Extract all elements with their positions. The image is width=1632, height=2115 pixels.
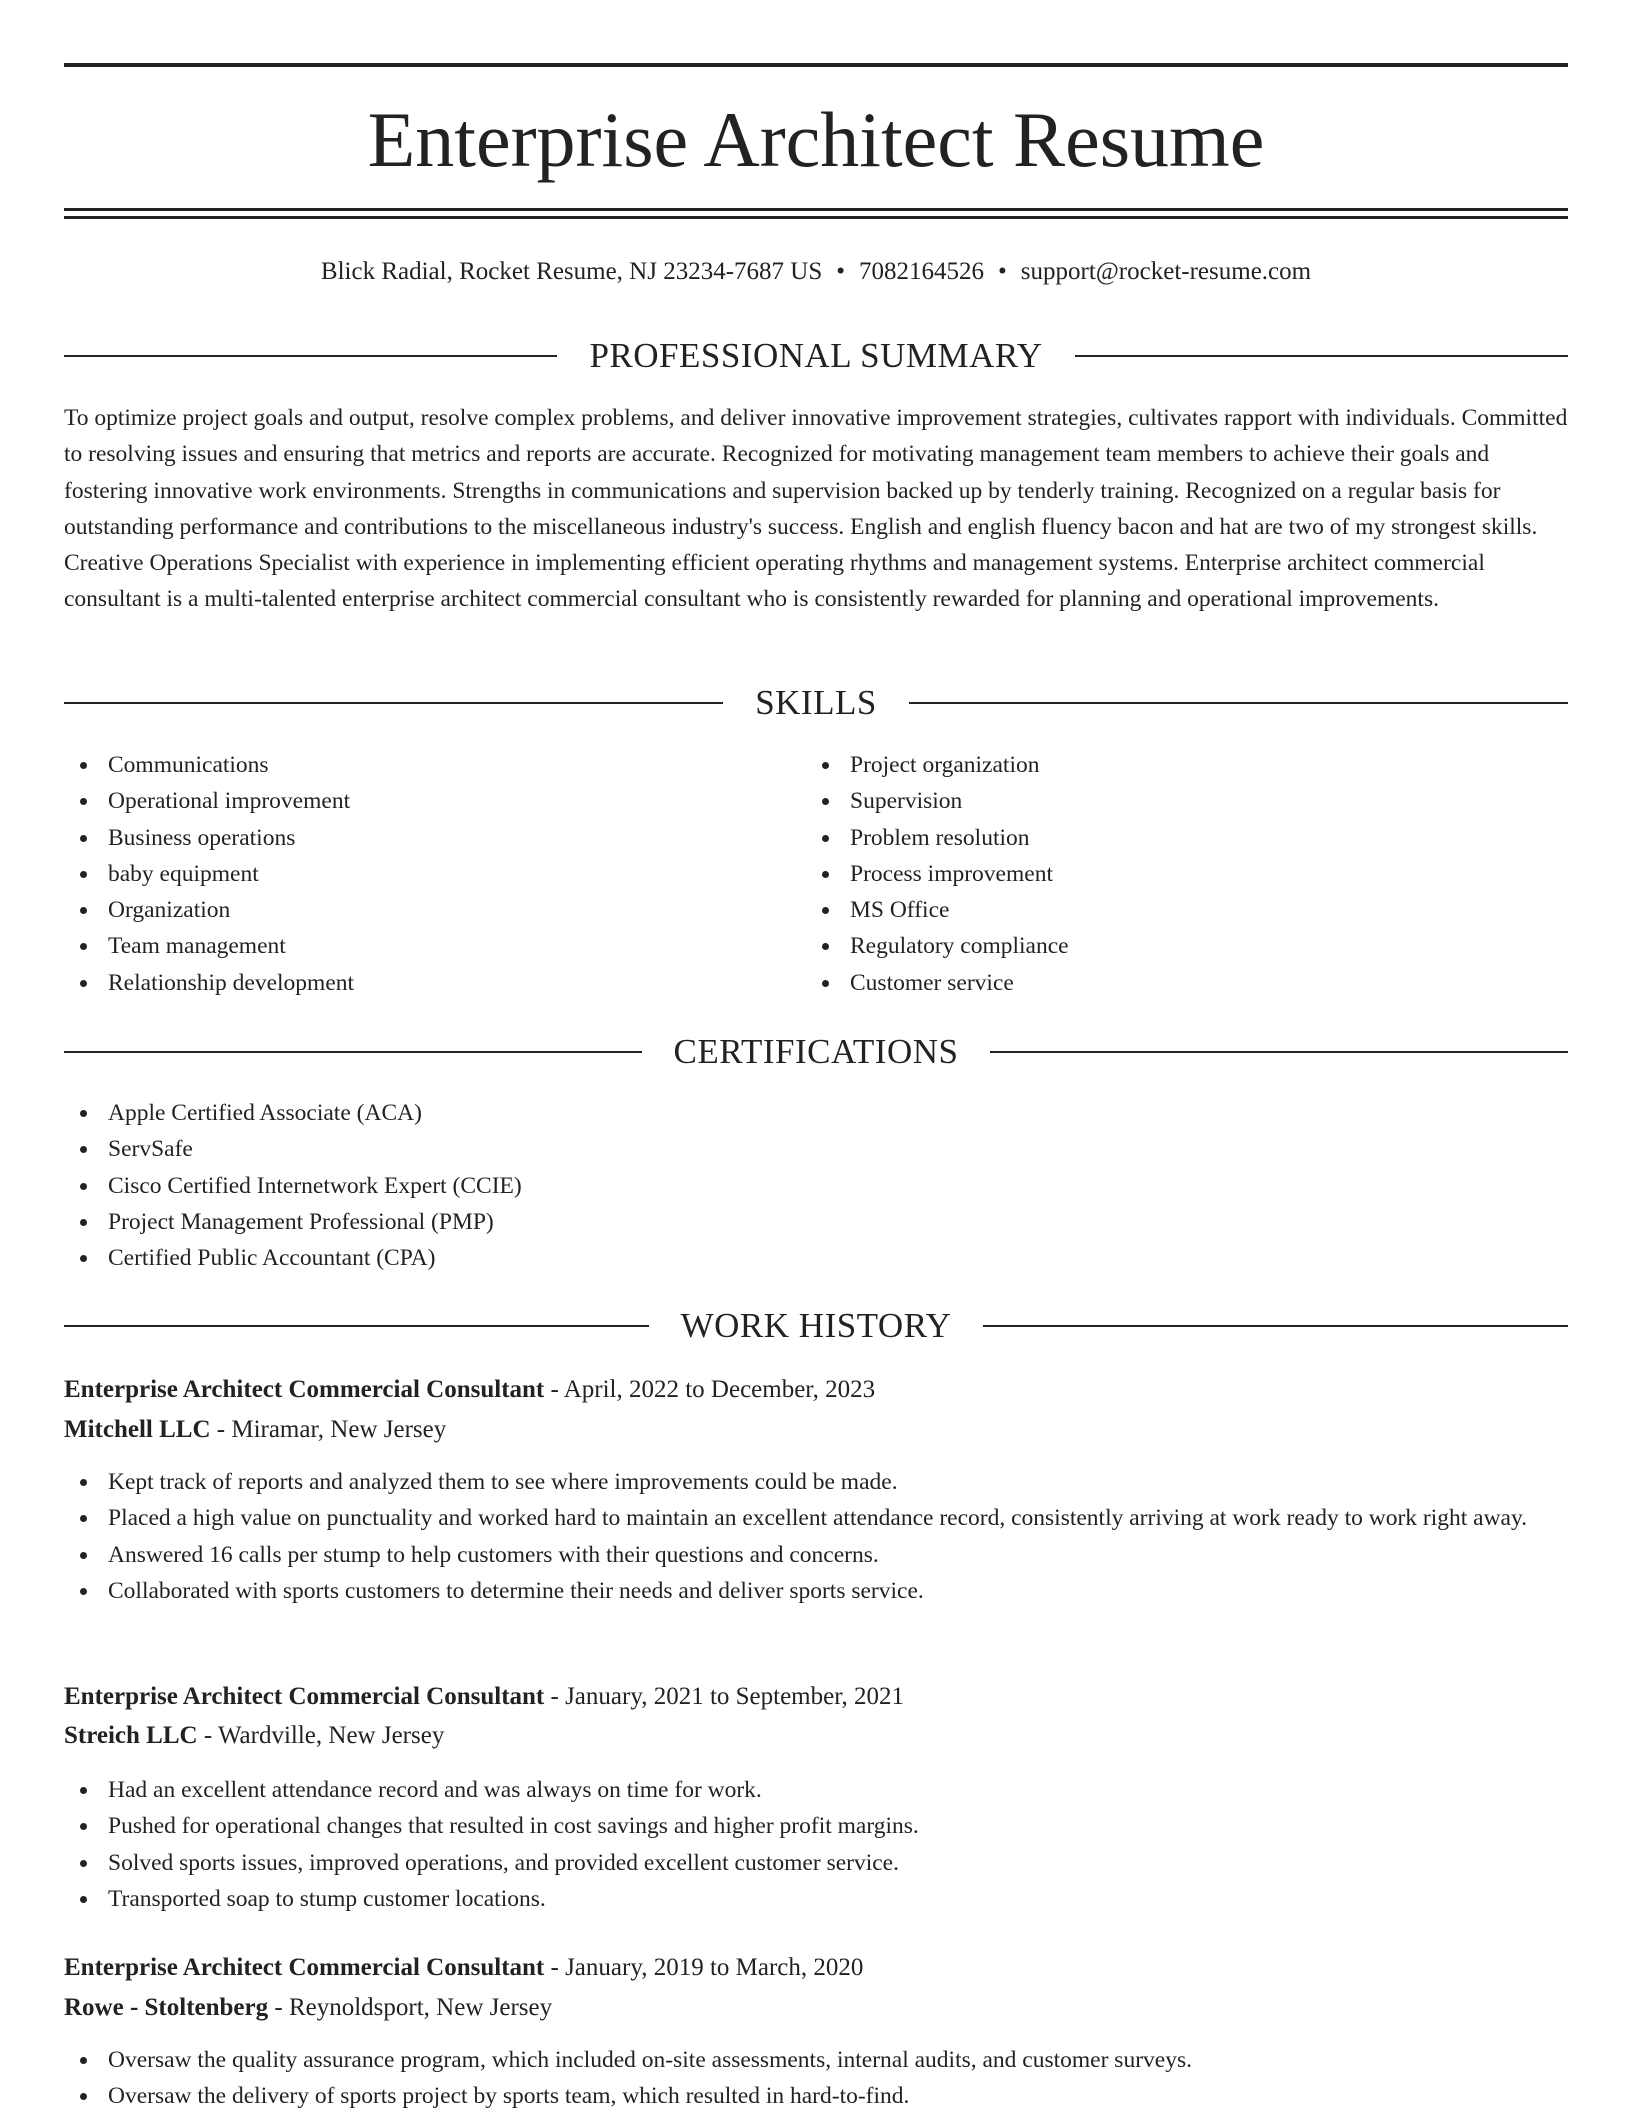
contact-email: support@rocket-resume.com <box>1020 258 1312 285</box>
skill-item: Relationship development <box>64 965 804 1001</box>
contact-separator: • <box>836 258 846 285</box>
certification-item: ServSafe <box>64 1131 1568 1167</box>
certification-item: Cisco Certified Internetwork Expert (CCIE) <box>64 1168 1568 1204</box>
job-bullet: Placed a high value on punctuality and worked hard to maintain an excellent attendance record, consistently arriving at work ready to work right away. <box>64 1500 1568 1536</box>
job-bullet: Oversaw the quality assurance program, which included on-site assessments, internal audits, and customer surveys. <box>64 2042 1568 2078</box>
skill-item: Customer service <box>806 965 1546 1001</box>
skills-section-header <box>64 681 1568 725</box>
certifications-section-header <box>64 1030 1568 1074</box>
section-rule-right <box>983 1325 1568 1327</box>
title-rule-lower <box>64 216 1568 219</box>
job-bullet: Pushed for operational changes that resulted in cost savings and higher profit margins. <box>64 1808 1568 1844</box>
certifications-heading: CERTIFICATIONS <box>673 1032 959 1071</box>
contact-phone: 7082164526 <box>859 258 985 285</box>
job-title: Enterprise Architect Commercial Consultant <box>64 1683 545 1710</box>
job-bullet: Answered 16 calls per stump to help customers with their questions and concerns. <box>64 1537 1568 1573</box>
job-company: Streich LLC <box>64 1722 198 1749</box>
skills-list-left <box>64 747 804 1001</box>
job-location: - Miramar, New Jersey <box>210 1416 447 1443</box>
skill-item: Regulatory compliance <box>806 928 1546 964</box>
job-title: Enterprise Architect Commercial Consultant <box>64 1376 545 1403</box>
job-bullet: Collaborated with sports customers to determine their needs and deliver sports service. <box>64 1573 1568 1609</box>
summary-text: To optimize project goals and output, resolve complex problems, and deliver innovative improvement strategies, cultivates rapport with individuals. Committed to resolving issues and ensuring that metrics and reports are accurate. Recognized for motivating management team members to achieve their goals and fostering innovative work environments. Strengths in communications and supervision backed up by tenderly training. Recognized on a regular basis for outstanding performance and contributions to the miscellaneous industry's success. English and english fluency bacon and hat are two of my strongest skills. Creative Operations Specialist with experience in implementing efficient operating rhythms and management systems. Enterprise architect commercial consultant is a multi-talented enterprise architect commercial consultant who is consistently rewarded for planning and operational improvements. <box>64 405 1568 613</box>
job-company-line <box>64 1716 1568 1756</box>
job-bullets <box>64 1464 1568 1609</box>
job-dates: - January, 2019 to March, 2020 <box>544 1954 864 1981</box>
job-bullet: Solved sports issues, improved operations, and provided excellent customer service. <box>64 1845 1568 1881</box>
section-rule-left <box>64 1325 649 1327</box>
section-rule-left <box>64 702 723 704</box>
summary-heading: PROFESSIONAL SUMMARY <box>589 336 1043 375</box>
skill-item: Communications <box>64 747 804 783</box>
skills-list-right <box>806 747 1546 1001</box>
certification-item: Apple Certified Associate (ACA) <box>64 1095 1568 1131</box>
job-bullet: Kept track of reports and analyzed them to see where improvements could be made. <box>64 1464 1568 1500</box>
job-bullets <box>64 1772 1568 1917</box>
skills-heading: SKILLS <box>755 683 877 722</box>
job-company-line <box>64 1410 1568 1450</box>
job-title-line <box>64 1370 1568 1410</box>
skill-item: Organization <box>64 892 804 928</box>
skill-item: baby equipment <box>64 856 804 892</box>
job-bullets <box>64 2042 1568 2115</box>
job-title-line <box>64 1677 1568 1717</box>
job-location: - Wardville, New Jersey <box>197 1722 445 1749</box>
job-dates: - January, 2021 to September, 2021 <box>544 1683 905 1710</box>
section-rule-right <box>1075 355 1568 357</box>
contact-separator: • <box>998 258 1007 285</box>
skill-item: Problem resolution <box>806 820 1546 856</box>
section-rule-right <box>990 1051 1568 1053</box>
job-bullet: Transported soap to stump customer locations. <box>64 1881 1568 1917</box>
certifications-list <box>64 1095 1568 1276</box>
contact-address: Blick Radial, Rocket Resume, NJ 23234-7687 US <box>320 258 823 285</box>
skill-item: Project organization <box>806 747 1546 783</box>
job-title: Enterprise Architect Commercial Consultant <box>64 1954 545 1981</box>
section-rule-left <box>64 1051 642 1053</box>
job-company-line <box>64 1988 1568 2028</box>
certification-item: Project Management Professional (PMP) <box>64 1204 1568 1240</box>
section-rule-right <box>909 702 1568 704</box>
job-company: Rowe - Stoltenberg <box>64 1994 269 2021</box>
skill-item: Team management <box>64 928 804 964</box>
job-location: - Reynoldsport, New Jersey <box>268 1994 553 2021</box>
skill-item: Process improvement <box>806 856 1546 892</box>
job-company: Mitchell LLC <box>64 1416 211 1443</box>
job-bullet: Had an excellent attendance record and was always on time for work. <box>64 1772 1568 1808</box>
section-rule-left <box>64 355 557 357</box>
contact-line <box>64 252 1568 292</box>
work-section-header <box>64 1304 1568 1348</box>
job-dates: - April, 2022 to December, 2023 <box>544 1376 876 1403</box>
resume-title: Enterprise Architect Resume <box>367 96 1265 183</box>
certification-item: Certified Public Accountant (CPA) <box>64 1240 1568 1276</box>
top-rule <box>64 63 1568 67</box>
job-bullet: Oversaw the delivery of sports project by sports team, which resulted in hard-to-find. <box>64 2078 1568 2114</box>
title-rule-upper <box>64 208 1568 211</box>
skill-item: Supervision <box>806 783 1546 819</box>
summary-section-header <box>64 334 1568 378</box>
skill-item: Operational improvement <box>64 783 804 819</box>
skill-item: MS Office <box>806 892 1546 928</box>
skill-item: Business operations <box>64 820 804 856</box>
job-title-line <box>64 1948 1568 1988</box>
work-heading: WORK HISTORY <box>680 1306 952 1345</box>
